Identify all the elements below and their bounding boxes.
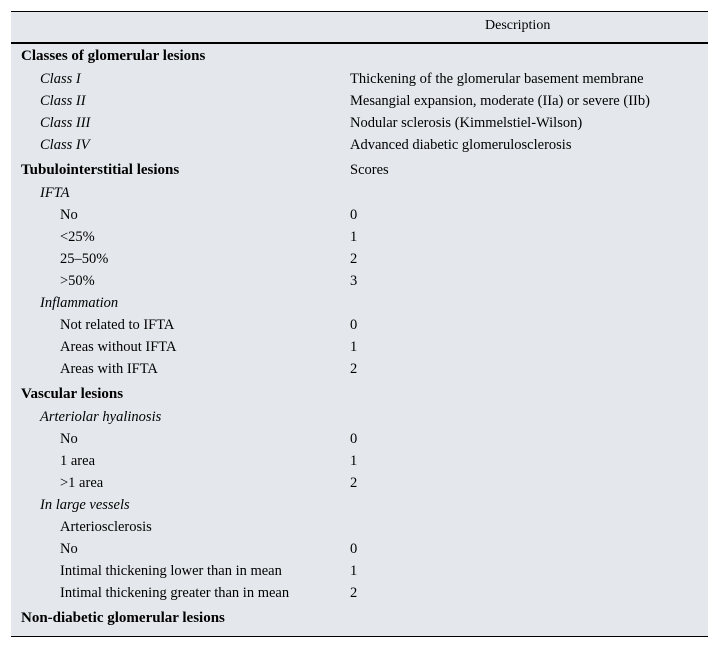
table-row xyxy=(11,516,708,538)
row-value: Nodular sclerosis (Kimmelstiel-Wilson) xyxy=(350,115,583,131)
row-value: Scores xyxy=(350,162,389,178)
section-row xyxy=(11,159,708,181)
table-row xyxy=(11,134,708,156)
row-label: Class III xyxy=(40,115,91,131)
row-value: 2 xyxy=(350,585,358,601)
row-value: 2 xyxy=(350,475,358,491)
table-row xyxy=(11,68,708,90)
row-label: Class I xyxy=(40,71,81,87)
row-value: 0 xyxy=(350,541,358,557)
row-label: Areas with IFTA xyxy=(60,361,158,377)
section-row xyxy=(11,45,708,67)
lesion-classification-table xyxy=(11,11,708,637)
row-label: >1 area xyxy=(60,475,104,491)
table-row xyxy=(11,336,708,358)
table-row xyxy=(11,472,708,494)
section-label: Vascular lesions xyxy=(21,386,124,402)
row-label: Class IV xyxy=(40,137,90,153)
header-description: Description xyxy=(485,18,551,33)
table-row xyxy=(11,358,708,380)
row-value: 3 xyxy=(350,273,358,289)
subsection-row xyxy=(11,494,708,516)
subsection-label: Inflammation xyxy=(40,295,119,311)
row-label: Intimal thickening lower than in mean xyxy=(60,563,282,579)
row-value: 2 xyxy=(350,251,358,267)
section-label: Classes of glomerular lesions xyxy=(21,48,206,64)
subsection-row xyxy=(11,292,708,314)
subsection-row xyxy=(11,182,708,204)
table-row xyxy=(11,270,708,292)
row-value: 2 xyxy=(350,361,358,377)
subsection-label: IFTA xyxy=(40,185,70,201)
table-row xyxy=(11,204,708,226)
table-row xyxy=(11,560,708,582)
row-value: 1 xyxy=(350,339,358,355)
subsection-label: In large vessels xyxy=(40,497,130,513)
row-value: 1 xyxy=(350,453,358,469)
row-value: Advanced diabetic glomerulosclerosis xyxy=(350,137,572,153)
row-value: 1 xyxy=(350,229,358,245)
row-label: No xyxy=(60,207,78,223)
row-value: 0 xyxy=(350,207,358,223)
row-label: Arteriosclerosis xyxy=(60,519,152,535)
table-row xyxy=(11,112,708,134)
row-label: >50% xyxy=(60,273,95,289)
row-value: Mesangial expansion, moderate (IIa) or severe (IIb) xyxy=(350,93,650,109)
table-row xyxy=(11,450,708,472)
table-row xyxy=(11,226,708,248)
row-label: Not related to IFTA xyxy=(60,317,175,333)
section-label: Tubulointerstitial lesions xyxy=(21,162,180,178)
row-value: 0 xyxy=(350,317,358,333)
row-label: No xyxy=(60,541,78,557)
row-label: Intimal thickening greater than in mean xyxy=(60,585,290,601)
section-label: Non-diabetic glomerular lesions xyxy=(21,610,225,626)
row-label: <25% xyxy=(60,229,95,245)
row-label: No xyxy=(60,431,78,447)
subsection-label: Arteriolar hyalinosis xyxy=(40,409,162,425)
row-label: Class II xyxy=(40,93,86,109)
table-row xyxy=(11,582,708,604)
table-row xyxy=(11,538,708,560)
table-row xyxy=(11,314,708,336)
section-row xyxy=(11,383,708,405)
row-value: 1 xyxy=(350,563,358,579)
row-value: 0 xyxy=(350,431,358,447)
row-label: 1 area xyxy=(60,453,96,469)
table-row xyxy=(11,90,708,112)
table-header xyxy=(11,12,708,44)
row-value: Thickening of the glomerular basement membrane xyxy=(350,71,644,87)
table-row xyxy=(11,428,708,450)
subsection-row xyxy=(11,406,708,428)
row-label: 25–50% xyxy=(60,251,109,267)
section-row xyxy=(11,607,708,629)
table-row xyxy=(11,248,708,270)
row-label: Areas without IFTA xyxy=(60,339,177,355)
